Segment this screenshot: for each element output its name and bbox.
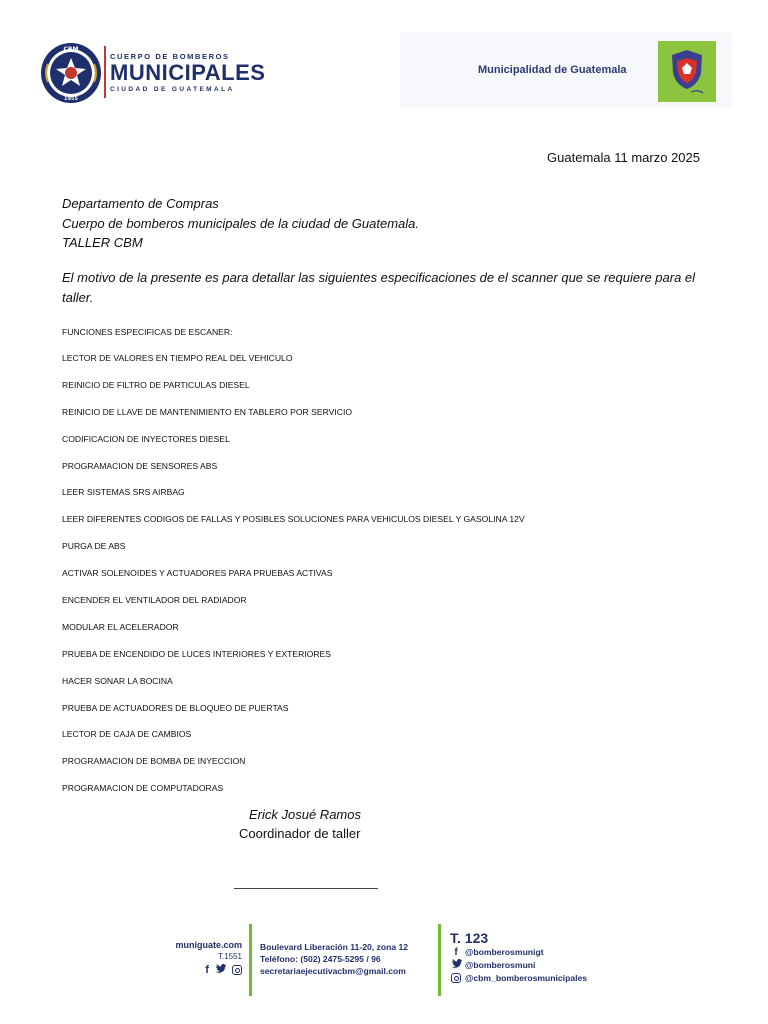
spec-item: PRUEBA DE ACTUADORES DE BLOQUEO DE PUERTAS bbox=[62, 702, 289, 713]
footer-website[interactable]: muniguate.com bbox=[175, 940, 242, 950]
footer-tel: T.1551 bbox=[217, 952, 242, 961]
signer-name: Erick Josué Ramos bbox=[249, 807, 361, 822]
footer-divider-1 bbox=[249, 924, 252, 996]
spec-item: MODULAR EL ACELERADOR bbox=[62, 621, 179, 632]
signature-line bbox=[234, 888, 378, 889]
spec-item: PROGRAMACION DE BOMBA DE INYECCION bbox=[62, 756, 246, 767]
spec-item: LEER SISTEMAS SRS AIRBAG bbox=[62, 487, 185, 498]
spec-item: CODIFICACION DE INYECTORES DIESEL bbox=[62, 433, 230, 444]
muni-name: Municipalidad de Guatemala bbox=[478, 64, 627, 76]
spec-item: PROGRAMACION DE COMPUTADORAS bbox=[62, 783, 224, 794]
muni-shield-logo bbox=[658, 41, 716, 102]
signer-role: Coordinador de taller bbox=[239, 826, 361, 841]
cbm-logo-ring-text: CBM bbox=[63, 46, 79, 53]
footer-email[interactable]: secretariaejecutivacbm@gmail.com bbox=[260, 966, 406, 976]
twitter-handle: @bomberosmuni bbox=[465, 960, 536, 970]
facebook-icon[interactable]: f bbox=[205, 964, 209, 976]
cbm-wordmark-line3: CIUDAD DE GUATEMALA bbox=[110, 86, 235, 93]
spec-item: REINICIO DE LLAVE DE MANTENIMIENTO EN TABLERO POR SERVICIO bbox=[62, 406, 353, 417]
recipient-department: Departamento de Compras bbox=[62, 196, 219, 211]
instagram-handle: @cbm_bomberosmunicipales bbox=[465, 973, 588, 983]
twitter-icon bbox=[450, 959, 462, 972]
recipient-block bbox=[62, 194, 419, 253]
spec-item: PRUEBA DE ENCENDIDO DE LUCES INTERIORES Y EXTERIORES bbox=[62, 648, 332, 659]
spec-item: ACTIVAR SOLENOIDES Y ACTUADORES PARA PRUEBAS ACTIVAS bbox=[62, 568, 333, 579]
footer-social-block bbox=[450, 930, 587, 985]
footer-twitter-row[interactable] bbox=[450, 959, 587, 972]
cbm-wordmark-line2: MUNICIPALES bbox=[110, 60, 266, 85]
letter-date: Guatemala 11 marzo 2025 bbox=[547, 150, 700, 165]
footer-address-block bbox=[260, 941, 408, 977]
spec-item: REINICIO DE FILTRO DE PARTICULAS DIESEL bbox=[62, 379, 250, 390]
footer-social-icons bbox=[150, 964, 242, 976]
cbm-wordmark bbox=[110, 52, 265, 93]
footer-emergency-number: T. 123 bbox=[450, 930, 489, 946]
intro-paragraph: El motivo de la presente es para detallar las siguientes especificaciones de el scanner que se requiere para el taller. bbox=[62, 270, 696, 305]
spec-item: LECTOR DE VALORES EN TIEMPO REAL DEL VEHICULO bbox=[62, 353, 293, 363]
footer-contact-left bbox=[150, 940, 242, 976]
cbm-logo-year: 1955 bbox=[64, 96, 78, 102]
spec-list bbox=[62, 352, 525, 809]
cbm-wordmark-line1: CUERPO DE BOMBEROS bbox=[110, 52, 230, 61]
cbm-logo bbox=[40, 42, 102, 104]
recipient-unit: TALLER CBM bbox=[62, 235, 143, 250]
instagram-icon bbox=[450, 972, 462, 985]
spec-item: LEER DIFERENTES CODIGOS DE FALLAS Y POSIBLES SOLUCIONES PARA VEHICULOS DIESEL Y GASOLINA 12V bbox=[62, 514, 525, 525]
twitter-icon[interactable] bbox=[215, 964, 226, 976]
spec-list-title: FUNCIONES ESPECIFICAS DE ESCANER: bbox=[62, 327, 233, 337]
footer-phone: Teléfono: (502) 2475-5295 / 96 bbox=[260, 954, 381, 964]
spec-item: PURGA DE ABS bbox=[62, 541, 126, 552]
spec-item: HACER SONAR LA BOCINA bbox=[62, 675, 173, 686]
footer-address: Boulevard Liberación 11-20, zona 12 bbox=[260, 942, 409, 952]
spec-item: ENCENDER EL VENTILADOR DEL RADIADOR bbox=[62, 595, 247, 606]
facebook-icon: f bbox=[454, 947, 458, 958]
spec-item: PROGRAMACION DE SENSORES ABS bbox=[62, 460, 218, 471]
footer-divider-2 bbox=[438, 924, 441, 996]
cbm-divider bbox=[104, 46, 106, 98]
footer-instagram-row[interactable] bbox=[450, 972, 587, 985]
facebook-handle: @bomberosmunigt bbox=[465, 947, 544, 957]
spec-item: LECTOR DE CAJA DE CAMBIOS bbox=[62, 729, 192, 740]
footer-facebook-row[interactable] bbox=[450, 946, 587, 959]
instagram-icon[interactable] bbox=[232, 965, 242, 975]
recipient-organization: Cuerpo de bomberos municipales de la ciudad de Guatemala. bbox=[62, 215, 419, 231]
